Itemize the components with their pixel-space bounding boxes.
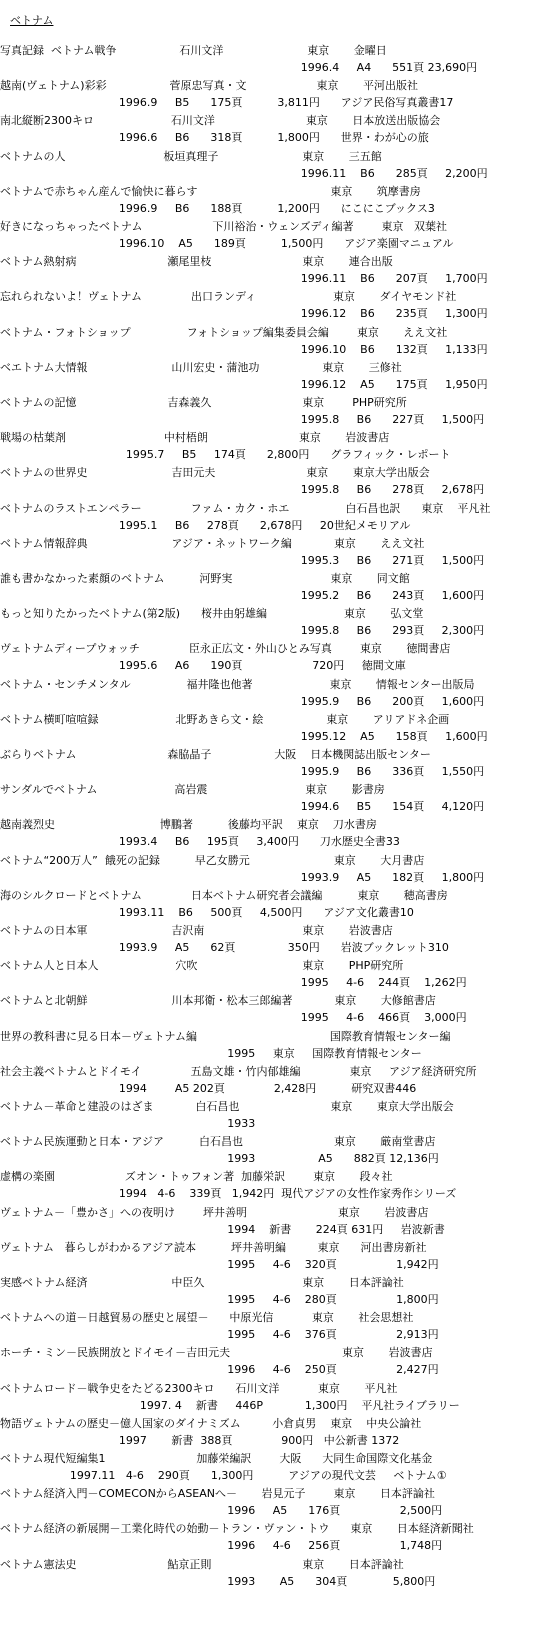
entry-detail-line — [0, 1185, 560, 1202]
entry-title-text: ベトナム人と日本人 穴吹 東京 PHP研究所 — [0, 959, 404, 973]
entry-detail-line — [0, 517, 560, 534]
book-entry — [0, 500, 560, 536]
book-entry — [0, 218, 560, 254]
book-entry — [0, 676, 560, 712]
entry-detail-line — [0, 94, 560, 111]
entry-title-line — [0, 1556, 560, 1573]
book-entry — [0, 112, 560, 148]
entry-detail-text: 1996 4-6 250頁 2,427円 — [0, 1363, 439, 1377]
entry-title-text: 虚構の楽園 ズオン・トゥフォン著 加藤栄訳 東京 段々社 — [0, 1170, 393, 1184]
entry-title-line — [0, 781, 560, 798]
entry-title-text: ベトナム横町喧喧録 北野あきら文・絵 東京 アリアドネ企画 — [0, 712, 450, 726]
entry-title-line — [0, 77, 560, 94]
entry-detail-line — [0, 1467, 560, 1484]
entry-detail-line — [0, 235, 560, 252]
book-entry — [0, 1485, 560, 1521]
entry-detail-line — [0, 1080, 560, 1097]
entry-title-line — [0, 957, 560, 974]
entry-detail-text: 1996.9 B5 175頁 3,811円 アジア民俗写真叢書17 — [0, 96, 454, 110]
book-entry — [0, 394, 560, 430]
entry-detail-text: 1996.11 B6 285頁 2,200円 — [0, 166, 488, 180]
book-entry — [0, 183, 560, 219]
entry-detail-text: 1993.4 B6 195頁 3,400円 刀水歴史全書33 — [0, 835, 400, 849]
entry-detail-line — [0, 904, 560, 921]
entry-title-text: ベトナム“200万人” 餓死の記録 早乙女勝元 東京 大月書店 — [0, 853, 425, 867]
entry-detail-text: 1993 A5 304頁 5,800円 — [0, 1574, 436, 1588]
entry-title-text: 海のシルクロードとベトナム 日本ベトナム研究者会議編 東京 穂高書房 — [0, 888, 448, 902]
book-entry — [0, 640, 560, 676]
book-entry — [0, 1204, 560, 1240]
entry-detail-line — [0, 1291, 560, 1308]
book-entry — [0, 1098, 560, 1134]
book-entry — [0, 852, 560, 888]
entry-detail-line — [0, 1397, 560, 1414]
entry-title-line — [0, 711, 560, 728]
book-entry — [0, 1415, 560, 1451]
entry-title-line — [0, 1485, 560, 1502]
entry-title-text: ベエトナム大情報 山川宏史・蒲池功 東京 三修社 — [0, 360, 402, 374]
entry-detail-line — [0, 446, 560, 463]
entry-title-text: ベトナム・センチメンタル 福井隆也他著 東京 情報センター出版局 — [0, 677, 475, 691]
entry-detail-line — [0, 622, 560, 639]
entry-title-text: ベトナムの世界史 吉田元夫 東京 東京大学出版会 — [0, 466, 430, 480]
entry-detail-line — [0, 1256, 560, 1273]
entry-title-text: ベトナムで赤ちゃん産んで愉快に暮らす 東京 筑摩書房 — [0, 184, 421, 198]
entry-detail-text: 1995 4-6 280頁 1,800円 — [0, 1293, 439, 1306]
entry-detail-text: 1997.11 4-6 290頁 1,300円 アジアの現代文芸 ベトナム① — [0, 1469, 447, 1482]
entry-detail-text: 1996.11 B6 207頁 1,700円 — [0, 272, 488, 286]
entry-detail-line — [0, 1045, 560, 1062]
entry-detail-line — [0, 411, 560, 428]
book-entry — [0, 42, 560, 78]
entry-detail-line — [0, 1150, 560, 1167]
entry-detail-text: 1995.9 B6 200頁 1,600円 — [0, 694, 485, 708]
entry-title-line — [0, 746, 560, 763]
entry-title-line — [0, 218, 560, 235]
entry-detail-text: 1995.12 A5 158頁 1,600円 — [0, 729, 488, 743]
entry-detail-text: 1997 新書 388頁 900円 中公新書 1372 — [0, 1433, 400, 1447]
entry-detail-line — [0, 728, 560, 745]
entry-title-line — [0, 852, 560, 869]
entry-detail-line — [0, 165, 560, 182]
entry-title-text: 越南義烈史 博鵬著 後藤均平訳 東京 刀水書房 — [0, 818, 377, 832]
entry-title-text: ベトナム経済の新展開－工業化時代の始動－トラン・ヴァン・トウ 東京 日本経済新聞社 — [0, 1522, 474, 1536]
entry-detail-text: 1995 4-6 320頁 1,942円 — [0, 1257, 439, 1271]
entry-detail-text: 1997. 4 新書 446P 1,300円 平凡社ライブラリー — [0, 1398, 460, 1412]
entry-detail-text: 1996.12 B6 235頁 1,300円 — [0, 307, 488, 321]
entry-title-line — [0, 816, 560, 833]
book-entry — [0, 1063, 560, 1099]
entry-detail-text: 1995.3 B6 271頁 1,500円 — [0, 553, 485, 567]
entry-detail-line — [0, 869, 560, 886]
entry-detail-line — [0, 129, 560, 146]
entry-detail-line — [0, 1573, 560, 1590]
entry-title-text: ベトナムのラストエンペラー ファム・カク・ホエ 白石昌也訳 東京 平凡社 — [0, 501, 491, 515]
book-entry — [0, 711, 560, 747]
entry-title-line — [0, 1450, 560, 1467]
entry-detail-line — [0, 1221, 560, 1238]
book-entry — [0, 464, 560, 500]
entry-title-text: ベトナム－革命と建設のはざま 白石昌也 東京 東京大学出版会 — [0, 1100, 454, 1113]
entry-detail-line — [0, 270, 560, 287]
entry-detail-line — [0, 1537, 560, 1554]
book-entry — [0, 887, 560, 923]
entry-title-line — [0, 570, 560, 587]
entry-title-text: 南北縦断2300キロ 石川文洋 東京 日本放送出版協会 — [0, 114, 441, 128]
entry-title-line — [0, 1028, 560, 1045]
entry-detail-text: 1996 4-6 256頁 1,748円 — [0, 1539, 443, 1553]
book-entry — [0, 77, 560, 113]
entry-detail-line — [0, 200, 560, 217]
entry-detail-text: 1995 4-6 244頁 1,262円 — [0, 976, 467, 990]
entry-detail-text: 1995.2 B6 243頁 1,600円 — [0, 589, 485, 602]
entry-detail-line — [0, 833, 560, 850]
entry-detail-text: 1995.9 B6 336頁 1,550円 — [0, 765, 485, 778]
book-entry — [0, 429, 560, 465]
entry-title-line — [0, 1133, 560, 1150]
book-entry — [0, 359, 560, 395]
entry-title-line — [0, 676, 560, 693]
entry-title-text: ベトナムへの道－日越貿易の歴史と展望－ 中原光信 東京 社会思想社 — [0, 1311, 414, 1325]
entry-detail-text: 1994 A5 202頁 2,428円 研究双書446 — [0, 1081, 417, 1095]
entry-detail-line — [0, 305, 560, 322]
entry-title-line — [0, 183, 560, 200]
entry-title-text: ベトナムの記憶 吉森義久 東京 PHP研究所 — [0, 396, 407, 409]
entry-title-line — [0, 1204, 560, 1221]
book-entry — [0, 1028, 560, 1064]
book-entry — [0, 1309, 560, 1345]
entry-title-line — [0, 1309, 560, 1326]
entry-detail-line — [0, 1115, 560, 1132]
entry-detail-text: 1993.9 A5 182頁 1,800円 — [0, 870, 485, 884]
book-entry — [0, 1450, 560, 1486]
entry-detail-line — [0, 693, 560, 710]
entry-title-text: ぶらりベトナム 森脇晶子 大阪 日本機関誌出版センター — [0, 748, 431, 761]
book-entry — [0, 1380, 560, 1416]
entry-detail-text: 1994.6 B5 154頁 4,120円 — [0, 800, 485, 814]
entry-title-text: ベトナムの人 板垣真理子 東京 三五館 — [0, 149, 382, 163]
entry-detail-text: 1995.8 B6 227頁 1,500円 — [0, 413, 485, 426]
entry-detail-line — [0, 587, 560, 604]
entry-detail-line — [0, 552, 560, 569]
entry-title-line — [0, 1274, 560, 1291]
entry-title-text: ベトナムの日本軍 吉沢南 東京 岩波書店 — [0, 924, 393, 937]
entry-detail-text: 1996.12 A5 175頁 1,950円 — [0, 377, 488, 391]
entry-detail-text: 1993 A5 882頁 12,136円 — [0, 1152, 439, 1166]
entry-title-line — [0, 1098, 560, 1115]
book-entry — [0, 1344, 560, 1380]
entry-title-line — [0, 324, 560, 341]
entry-title-text: 物語ヴェトナムの歴史－億人国家のダイナミズム 小倉貞男 東京 中央公論社 — [0, 1416, 422, 1430]
entry-detail-text: 1995.8 B6 278頁 2,678円 — [0, 483, 485, 497]
entry-detail-line — [0, 341, 560, 358]
book-entry — [0, 746, 560, 782]
entry-detail-text: 1995 4-6 466頁 3,000円 — [0, 1011, 467, 1025]
entry-title-text: 社会主義ベトナムとドイモイ 五島文雄・竹内郁雄編 東京 アジア経済研究所 — [0, 1064, 477, 1078]
entry-title-line — [0, 148, 560, 165]
book-entry — [0, 992, 560, 1028]
entry-detail-line — [0, 1502, 560, 1519]
entry-title-line — [0, 535, 560, 552]
entry-title-text: ヴェトナム 暮らしがわかるアジア読本 坪井善明編 東京 河出書房新社 — [0, 1240, 427, 1254]
entry-title-text: もっと知りたかったベトナム(第2版) 桜井由躬雄編 東京 弘文堂 — [0, 607, 424, 621]
entry-detail-text: 1995.6 A6 190頁 720円 徳間文庫 — [0, 659, 406, 673]
entry-title-text: ベトナム経済入門－COMECONからASEANへ－ 岩見元子 東京 日本評論社 — [0, 1487, 435, 1501]
book-entry — [0, 1168, 560, 1204]
entry-title-line — [0, 1063, 560, 1080]
book-entry — [0, 957, 560, 993]
entry-detail-text: 1996.10 B6 132頁 1,133円 — [0, 342, 488, 356]
entry-detail-line — [0, 763, 560, 780]
entry-title-line — [0, 922, 560, 939]
entry-detail-text: 1995.1 B6 278頁 2,678円 20世紀メモリアル — [0, 518, 411, 532]
entry-title-line — [0, 500, 560, 517]
entry-title-text: ベトナム熱射病 瀬尾里枝 東京 連合出版 — [0, 255, 393, 269]
entry-title-text: サンダルでベトナム 高岩震 東京 影書房 — [0, 783, 385, 797]
book-entry — [0, 1133, 560, 1169]
entry-detail-line — [0, 1009, 560, 1026]
entry-title-line — [0, 429, 560, 446]
entry-detail-text: 1995.7 B5 174頁 2,800円 グラフィック・レポート — [0, 448, 451, 462]
entry-title-text: ベトナム憲法史 鮎京正則 東京 日本評論社 — [0, 1557, 404, 1571]
entry-title-line — [0, 1168, 560, 1185]
entry-title-text: ベトナム情報辞典 アジア・ネットワーク編 東京 ええ文社 — [0, 536, 425, 550]
entry-detail-line — [0, 1432, 560, 1449]
entry-title-line — [0, 112, 560, 129]
entry-detail-line — [0, 1361, 560, 1378]
book-entry — [0, 253, 560, 289]
entry-title-line — [0, 992, 560, 1009]
entry-detail-text: 1993.11 B6 500頁 4,500円 アジア文化叢書10 — [0, 905, 414, 919]
entry-detail-line — [0, 657, 560, 674]
entry-title-line — [0, 1415, 560, 1432]
entry-title-line — [0, 640, 560, 657]
entry-title-text: ホーチ・ミン－民族開放とドイモイ－吉田元夫 東京 岩波書店 — [0, 1346, 433, 1360]
entry-title-line — [0, 288, 560, 305]
book-entry — [0, 781, 560, 817]
entry-detail-line — [0, 939, 560, 956]
entry-title-text: 写真記録 ベトナム戦争 石川文洋 東京 金曜日 — [0, 44, 387, 57]
entry-detail-line — [0, 974, 560, 991]
book-entry — [0, 324, 560, 360]
entry-title-text: ベトナム現代短編集1 加藤栄編訳 大阪 大同生命国際文化基金 — [0, 1452, 433, 1465]
book-entry — [0, 1520, 560, 1556]
entry-detail-text: 1994 4-6 339頁 1,942円 現代アジアの女性作家秀作シリーズ — [0, 1187, 457, 1201]
entry-detail-text: 1996.6 B6 318頁 1,800円 世界・わが心の旅 — [0, 131, 429, 145]
entry-title-text: 戦場の枯葉剤 中村梧朗 東京 岩波書店 — [0, 431, 390, 445]
entry-title-line — [0, 1520, 560, 1537]
entry-title-text: ベトナムと北朝鮮 川本邦衛・松本三郎編著 東京 大修館書店 — [0, 994, 436, 1008]
book-entry — [0, 1274, 560, 1310]
book-entry — [0, 816, 560, 852]
entry-title-text: ヴェトナム－「豊かさ」への夜明け 坪井善明 東京 岩波書店 — [0, 1205, 429, 1219]
entry-title-text: 越南(ヴェトナム)彩彩 菅原忠写真・文 東京 平河出版社 — [0, 79, 418, 93]
entry-title-text: 実感ベトナム経済 中臣久 東京 日本評論社 — [0, 1276, 404, 1289]
entry-detail-text: 1995 4-6 376頁 2,913円 — [0, 1328, 439, 1342]
book-entry — [0, 570, 560, 606]
entry-title-text: 忘れられないよ！ヴェトナム 出口ランディ 東京 ダイヤモンド社 — [0, 290, 457, 304]
book-entry — [0, 1556, 560, 1592]
entry-title-text: ベトナム民族運動と日本・アジア 白石昌也 東京 厳南堂書店 — [0, 1135, 436, 1149]
entry-detail-text: 1933 — [0, 1117, 256, 1130]
entry-detail-text: 1995.8 B6 293頁 2,300円 — [0, 624, 485, 638]
entry-title-line — [0, 42, 560, 59]
entry-detail-text: 1995 東京 国際教育情報センター — [0, 1046, 422, 1060]
entry-title-text: 世界の教科書に見る日本－ヴェトナム編 国際教育情報センター編 — [0, 1029, 451, 1043]
entry-title-text: ヴェトナムディープウォッチ 臣永正広文・外山ひとみ写真 東京 徳間書店 — [0, 642, 451, 656]
entry-title-line — [0, 887, 560, 904]
entry-title-text: 誰も書かなかった素顔のベトナム 河野実 東京 同文館 — [0, 572, 410, 585]
entry-detail-line — [0, 376, 560, 393]
entry-detail-text: 1996.4 A4 551頁 23,690円 — [0, 61, 478, 74]
entry-title-line — [0, 359, 560, 376]
page-title: ベトナム — [10, 14, 54, 27]
entry-detail-line — [0, 798, 560, 815]
book-entry — [0, 1239, 560, 1275]
entry-title-line — [0, 1239, 560, 1256]
entry-detail-text: 1996.9 B6 188頁 1,200円 にこにこブックス3 — [0, 201, 435, 215]
entry-detail-line — [0, 59, 560, 76]
entry-title-line — [0, 605, 560, 622]
entry-detail-text: 1993.9 A5 62頁 350円 岩波ブックレット310 — [0, 941, 449, 954]
entry-title-text: ベトナムロード－戦争史をたどる2300キロ 石川文洋 東京 平凡社 — [0, 1381, 398, 1395]
entry-detail-line — [0, 481, 560, 498]
book-entry — [0, 288, 560, 324]
book-entry — [0, 605, 560, 641]
entry-detail-text: 1996.10 A5 189頁 1,500円 アジア楽園マニュアル — [0, 237, 454, 250]
entry-detail-text: 1994 新書 224頁 631円 岩波新書 — [0, 1222, 445, 1236]
entry-title-text: 好きになっちゃったベトナム 下川裕治・ウェンズディ編著 東京 双葉社 — [0, 220, 447, 233]
book-entry — [0, 148, 560, 184]
book-entry — [0, 535, 560, 571]
entry-title-line — [0, 1380, 560, 1397]
entry-title-line — [0, 1344, 560, 1361]
book-entry — [0, 922, 560, 958]
entry-detail-line — [0, 1326, 560, 1343]
entry-title-text: ベトナム・フォトショップ フォトショップ編集委員会編 東京 ええ文社 — [0, 325, 448, 339]
entry-detail-text: 1996 A5 176頁 2,500円 — [0, 1504, 443, 1518]
entry-title-line — [0, 394, 560, 411]
entry-title-line — [0, 464, 560, 481]
entry-title-line — [0, 253, 560, 270]
